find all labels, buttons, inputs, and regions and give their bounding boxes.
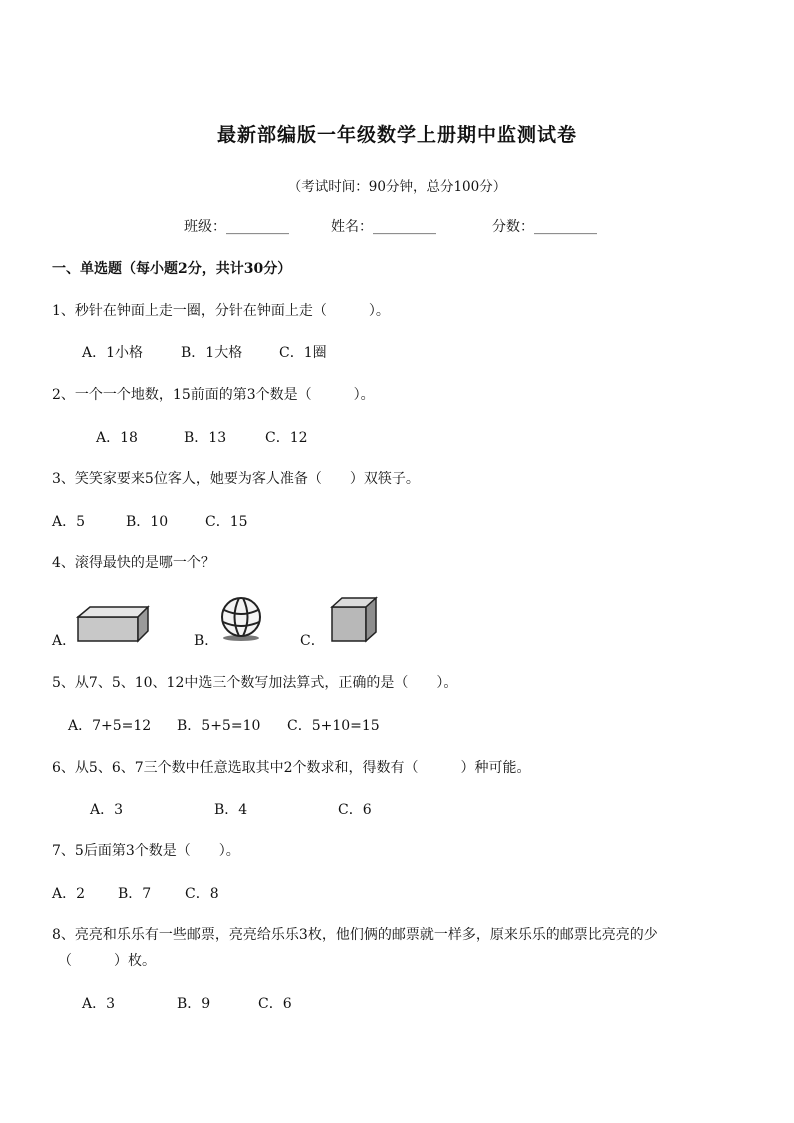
q7-option-c: C．8 (185, 886, 219, 902)
question-3: 3、笑笑家要来5位客人，她要为客人准备（ ）双筷子。 (52, 471, 420, 487)
question-8-continued: （ ）枚。 (58, 953, 156, 969)
question-8: 8、亮亮和乐乐有一些邮票，亮亮给乐乐3枚，他们俩的邮票就一样多，原来乐乐的邮票比亮亮的少 (52, 927, 658, 943)
question-2: 2、一个一个地数，15前面的第3个数是（ ）。 (52, 387, 375, 403)
q4-option-c: C． (300, 633, 325, 649)
cube-image (328, 595, 380, 643)
q5-option-b: B．5+5=10 (177, 718, 261, 734)
q6-option-b: B．4 (214, 802, 248, 818)
q5-option-a: A．7+5=12 (68, 718, 152, 734)
q6-option-c: C．6 (338, 802, 372, 818)
q1-option-c: C．1圈 (279, 345, 327, 361)
question-5: 5、从7、5、10、12中选三个数写加法算式，正确的是（ ）。 (52, 675, 458, 691)
q7-option-a: A．2 (52, 886, 86, 902)
question-6: 6、从5、6、7三个数中任意选取其中2个数求和，得数有（ ）种可能。 (52, 760, 531, 776)
name-field: 姓名：_________ (331, 219, 436, 235)
question-7: 7、5后面第3个数是（ ）。 (52, 843, 240, 859)
class-field: 班级：_________ (184, 219, 289, 235)
q8-option-a: A．3 (82, 996, 116, 1012)
q2-option-a: A．18 (96, 430, 138, 446)
page-title: 最新部编版一年级数学上册期中监测试卷 (216, 124, 577, 146)
score-field: 分数：_________ (492, 219, 597, 235)
q4-option-a: A． (52, 633, 77, 649)
question-4: 4、滚得最快的是哪一个？ (52, 555, 215, 571)
q2-option-c: C．12 (265, 430, 308, 446)
section-heading: 一、单选题（每小题2分，共计30分） (52, 261, 292, 277)
q6-option-a: A．3 (90, 802, 124, 818)
q8-option-c: C．6 (258, 996, 292, 1012)
q1-option-a: A．1小格 (82, 345, 144, 361)
question-1: 1、秒针在钟面上走一圈，分针在钟面上走（ ）。 (52, 303, 390, 319)
q2-option-b: B．13 (184, 430, 227, 446)
q5-option-c: C．5+10=15 (287, 718, 380, 734)
q7-option-b: B．7 (118, 886, 152, 902)
q4-option-b: B． (194, 633, 219, 649)
ball-image (218, 596, 264, 642)
cuboid-image (74, 603, 154, 643)
q3-option-b: B．10 (126, 514, 169, 530)
q3-option-a: A．5 (52, 514, 86, 530)
q3-option-c: C．15 (205, 514, 248, 530)
q8-option-b: B．9 (177, 996, 211, 1012)
q1-option-b: B．1大格 (181, 345, 243, 361)
exam-subtitle: （考试时间：90分钟，总分100分） (287, 179, 507, 195)
